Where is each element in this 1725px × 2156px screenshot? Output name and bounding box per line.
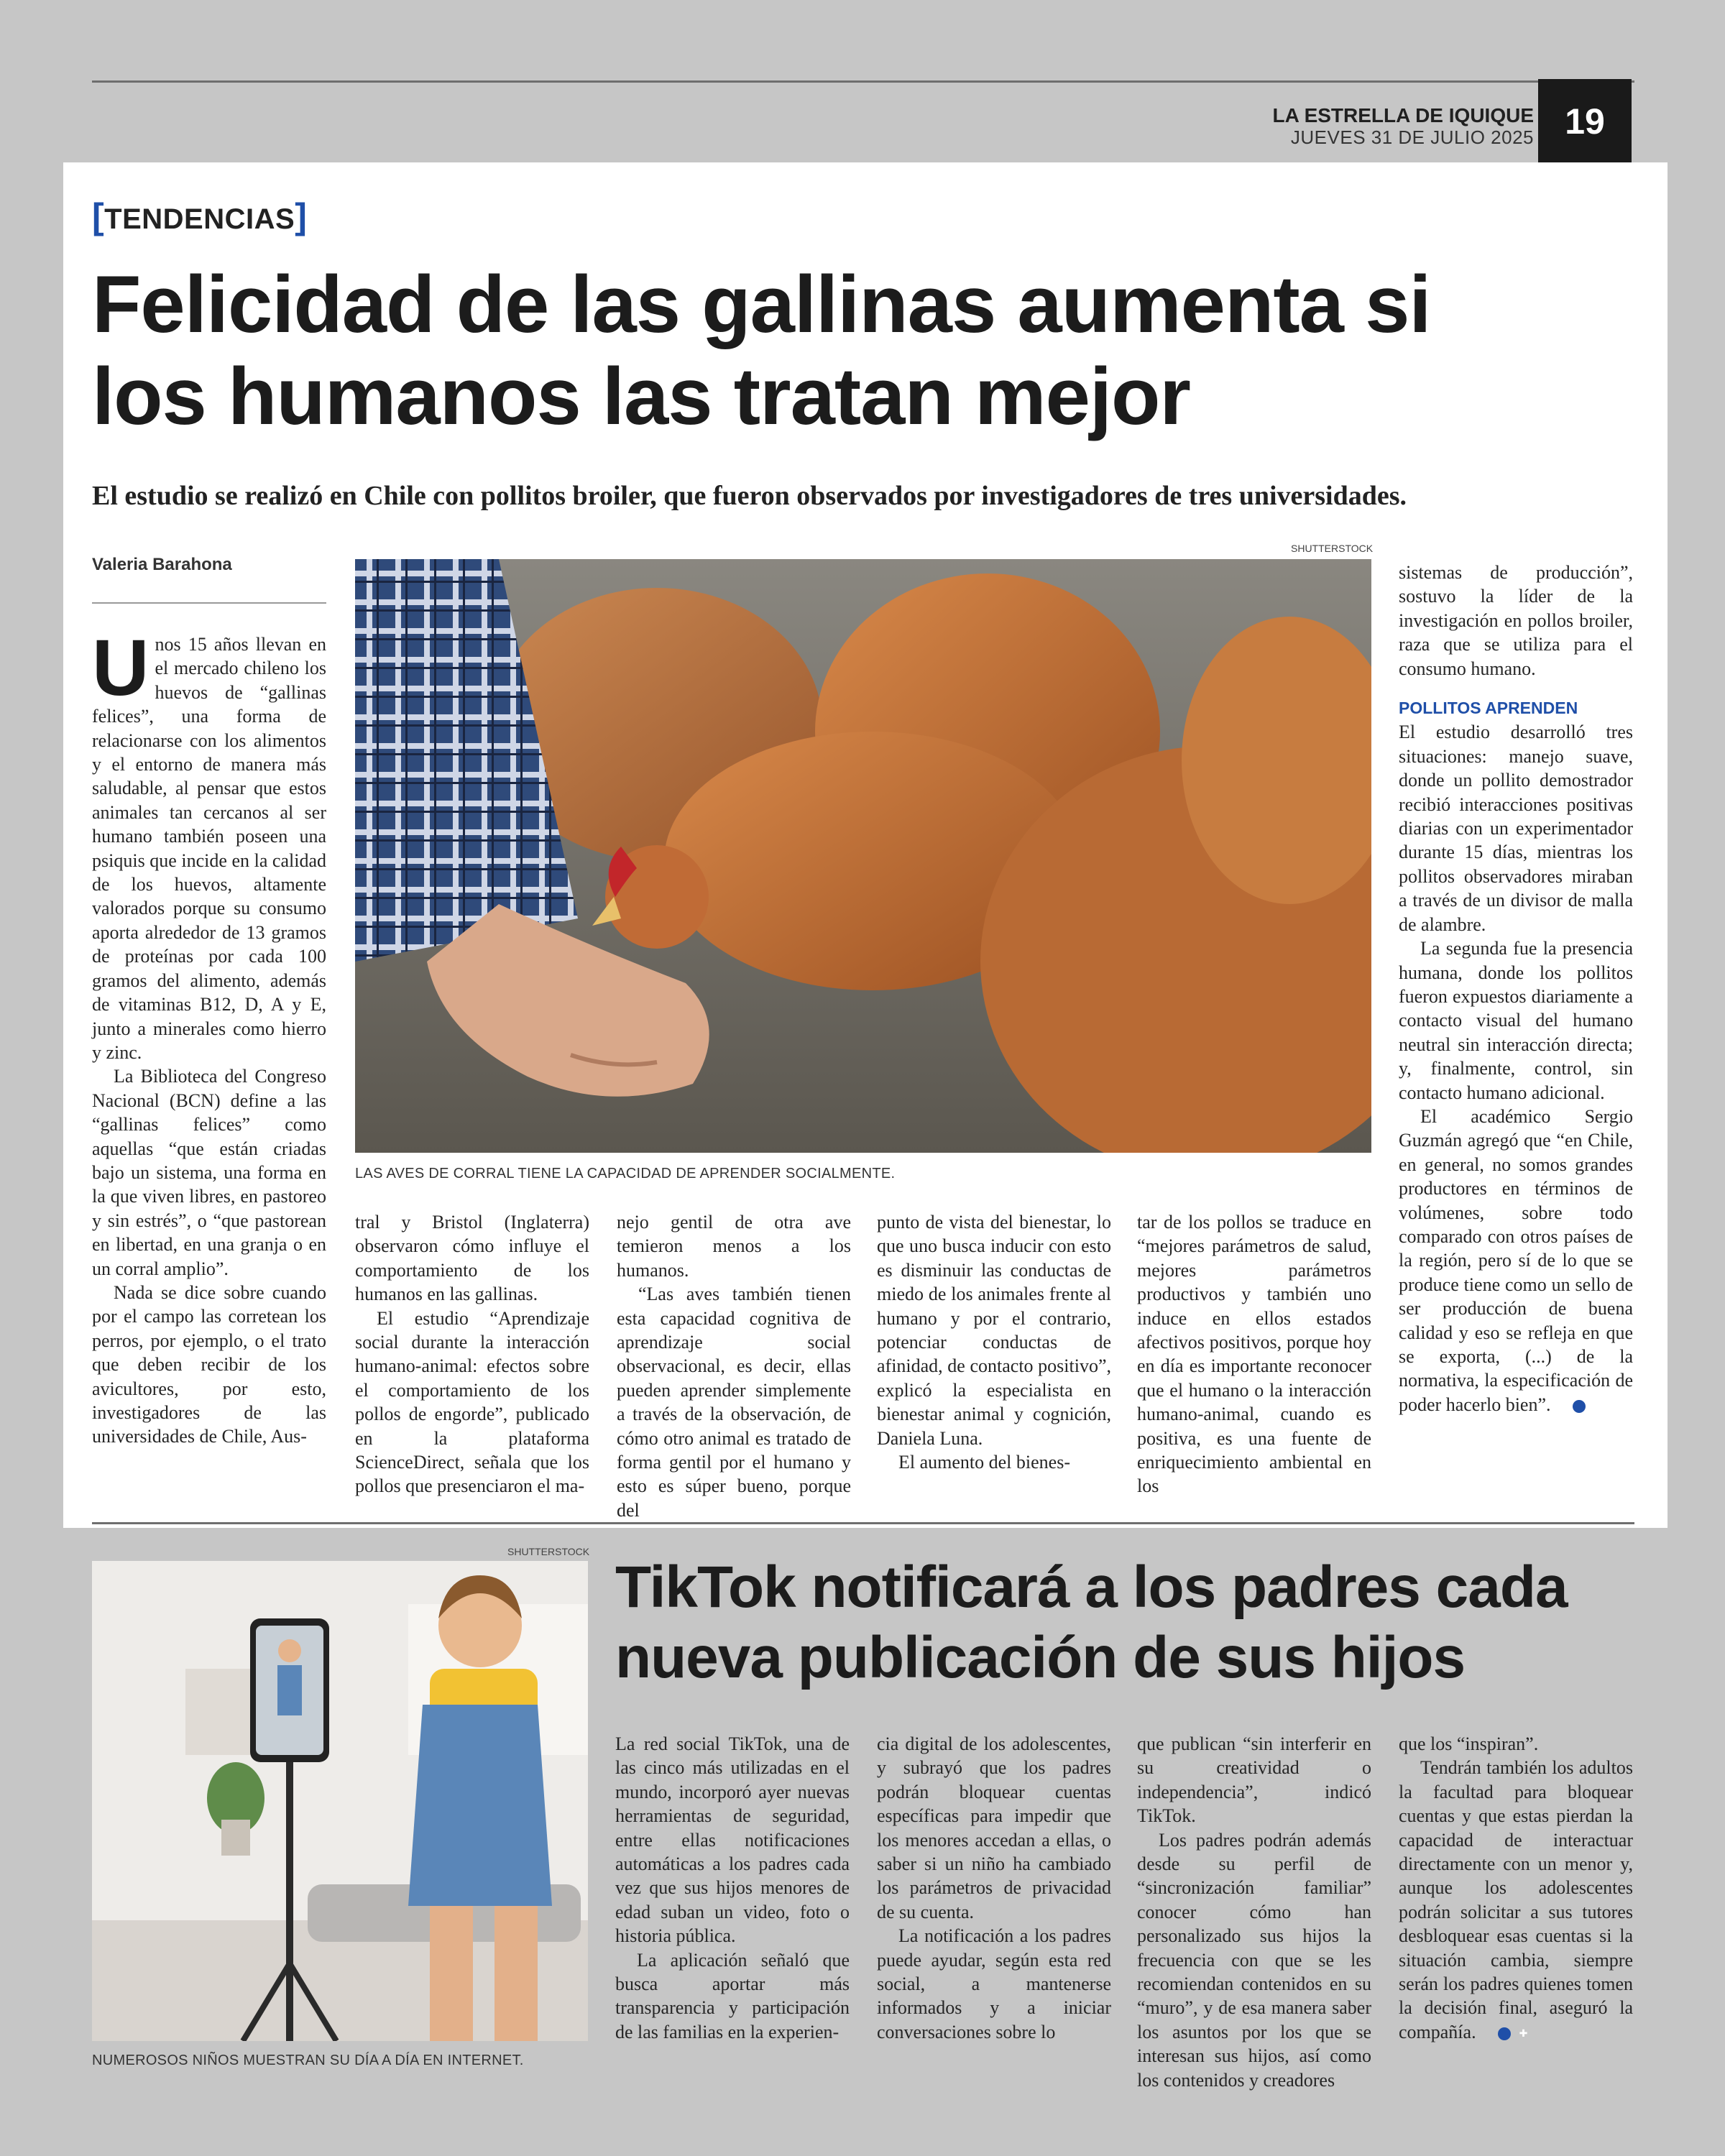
paragraph: Nada se dice sobre cuando por el campo las corretean los perros, por ejemplo, o el trato que deben recibir de los avicultores, por esto, investigadores de las universidades de Chile, Aus- [92, 1281, 326, 1447]
headline-line-1: TikTok notificará a los padres cada [615, 1554, 1568, 1620]
kids-photo [92, 1561, 588, 2041]
paragraph: La notificación a los padres puede ayudar, según esta red social, a mantenerse informados y a iniciar conversaciones sobre lo [877, 1925, 1111, 2042]
section-tag [92, 195, 307, 237]
newspaper-name: LA ESTRELLA DE IQUIQUE [1272, 104, 1534, 126]
paragraph: La aplicación señaló que busca aportar más transparencia y participación de las familias en la experien- [615, 1949, 850, 2042]
headline-line-2: los humanos las tratan mejor [92, 351, 1190, 441]
paragraph: La red social TikTok, una de las cinco más utilizadas en el mundo, incorporó ayer nuevas herramientas de seguridad, entre ellas notificaciones automáticas a los padres cada vez que sus hijos menores de edad suban un video, foto o historia pública. [615, 1733, 850, 1947]
paragraph: “Las aves también tienen esta capacidad cognitiva de aprendizaje social observacional, es decir, ellas pueden aprender simplemente a través de la observación, de cómo otro animal es tratado de forma gentil por el humano y esto es súper bueno, porque del [617, 1284, 851, 1521]
paragraph: que los “inspiran”. [1399, 1733, 1539, 1754]
paragraph: Tendrán también los adultos la facultad para bloquear cuentas y que estas pierdan la capacidad de interactuar directamente con un menor y, aunque los adolescentes podrán solicitar a sus tutores desbloquear esas cuentas si la situación cambia, siempre serán los padres quienes tomen la decisión final, aseguró la compañía. [1399, 1757, 1633, 2042]
article2-column-4 [1399, 1732, 1633, 2044]
paragraph: tral y Bristol (Inglaterra) observaron cómo influye el comportamiento de los humanos en las gallinas. [355, 1212, 589, 1305]
paragraph: cia digital de los adolescentes, y subrayó que los padres podrán bloquear cuentas específicas para impedir que los menores accedan a ellas, o saber si un niño ha cambiado los parámetros de privacidad de su cuenta. [877, 1733, 1111, 1922]
paragraph: La Biblioteca del Congreso Nacional (BCN) define a las “gallinas felices” como aquellas “que están criadas bajo un sistema, una forma en la que viven libres, en pastoreo y sin estrés”, o “que pastorean en libertad, en una granja o en un corral amplio”. [92, 1066, 326, 1279]
byline: Valeria Barahona [92, 555, 232, 574]
paragraph: El aumento del bienes- [898, 1452, 1070, 1473]
photo-credit: SHUTTERSTOCK [1291, 543, 1374, 554]
byline-rule [92, 602, 326, 604]
article1-column-1 [92, 624, 326, 1449]
kids-illustration [92, 1561, 588, 2041]
article1-column-2 [355, 1210, 589, 1498]
photo-caption: NUMEROSOS NIÑOS MUESTRAN SU DÍA A DÍA EN INTERNET. [92, 2053, 524, 2068]
bracket-right: ] [295, 196, 308, 236]
paragraph: sistemas de producción”, sostuvo la líder de la investigación en pollos broiler, raza que se utiliza para el consumo humano. [1399, 562, 1633, 679]
article1-column-3 [617, 1210, 851, 1522]
bracket-left: [ [92, 196, 105, 236]
article2-column-1 [615, 1732, 850, 2044]
article2-column-3 [1137, 1732, 1371, 2092]
issue-date: JUEVES 31 DE JULIO 2025 [1290, 126, 1534, 148]
top-rule [92, 80, 1634, 83]
page-number: 19 [1538, 79, 1632, 164]
hens-illustration [355, 559, 1371, 1153]
paragraph: La segunda fue la presencia humana, donde los pollitos fueron expuestos diariamente a contacto visual del humano neutral sin interacción directa; y, finalmente, control, sin contacto humano adicional. [1399, 938, 1633, 1103]
article1-column-4 [877, 1210, 1111, 1474]
article1-column-5 [1137, 1210, 1371, 1498]
article2-column-2 [877, 1732, 1111, 2044]
masthead [1273, 105, 1535, 148]
headline-line-2: nueva publicación de sus hijos [615, 1625, 1466, 1690]
paragraph: El académico Sergio Guzmán agregó que “en Chile, en general, no somos grandes productores en términos de volúmenes, sobre todo comparado con otros países de la región, pero sí de lo que se produce tiene como un sello de ser producción de buena calidad y eso se refleja en que se exporta, (...) de la normativa, la especificación de poder hacerlo bien”. [1399, 1105, 1633, 1415]
main-headline [92, 259, 1616, 443]
headline-line-1: Felicidad de las gallinas aumenta si [92, 259, 1431, 349]
paragraph: nejo gentil de otra ave temieron menos a los humanos. [617, 1212, 851, 1281]
paragraph: El estudio “Aprendizaje social durante la interacción humano-animal: efectos sobre el comportamiento de los pollos de engorde”, publicado en la plataforma ScienceDirect, señala que los pollos que presenciaron el ma- [355, 1307, 589, 1497]
paragraph: Los padres podrán además desde su perfil de “sincronización familiar” conocer cómo han personalizado sus hijos la frecuencia con que se les recomiendan contenidos en su “muro”, y de esa manera saber los asuntos por los que se interesan sus hijos, así como los contenidos y creadores [1137, 1829, 1371, 2091]
photo-credit: SHUTTERSTOCK [507, 1546, 590, 1557]
paragraph: El estudio desarrolló tres situaciones: manejo suave, donde un pollito demostrador recibió interacciones positivas diarias con un experimentador durante 15 días, mientras los pollitos observadores miraban a través de un divisor de malla de alambre. [1399, 722, 1633, 935]
photo-caption: LAS AVES DE CORRAL TIENE LA CAPACIDAD DE APRENDER SOCIALMENTE. [355, 1166, 896, 1181]
drop-cap: U [92, 624, 150, 712]
section-label: TENDENCIAS [104, 203, 295, 235]
tiktok-headline [615, 1552, 1636, 1693]
end-of-article-icon: ✚ [1573, 1400, 1586, 1413]
inter-title: POLLITOS APRENDEN [1399, 699, 1578, 718]
end-of-article-icon: ✚ [1498, 2027, 1511, 2040]
paragraph: que publican “sin interferir en su creatividad o independencia”, indicó TikTok. [1137, 1733, 1371, 1827]
hens-photo [355, 559, 1371, 1153]
paragraph: nos 15 años llevan en el mercado chileno los huevos de “gallinas felices”, una forma de relacionarse con los alimentos y el entorno de manera más saludable, al pensar que estos animales tan cercanos al ser humano también poseen una psiquis que incide en la calidad de los huevos, altamente valorados porque su consumo aporta alrededor de 13 gramos de proteínas por cada 100 gramos del alimento, además de vitaminas B12, D, A y E, junto a minerales como hierro y zinc. [92, 634, 326, 1063]
subhead: El estudio se realizó en Chile con pollitos broiler, que fueron observados por investigadores de tres universidades. [92, 481, 1407, 511]
section-divider [92, 1522, 1634, 1524]
article1-column-6 [1399, 561, 1633, 1416]
paragraph: punto de vista del bienestar, lo que uno busca inducir con esto es disminuir las conductas de miedo de los animales frente al humano y por el contrario, potenciar conductas de afinidad, de contacto positivo”, explicó la especialista en bienestar animal y cognición, Daniela Luna. [877, 1212, 1111, 1449]
paragraph: tar de los pollos se traduce en “mejores parámetros de salud, mejores parámetros productivos y también uno induce en ellos estados afectivos positivos, porque hoy en día es importante reconocer que el humano o la interacción humano-animal, cuando es positiva, es una fuente de enriquecimiento ambiental en los [1137, 1212, 1371, 1497]
